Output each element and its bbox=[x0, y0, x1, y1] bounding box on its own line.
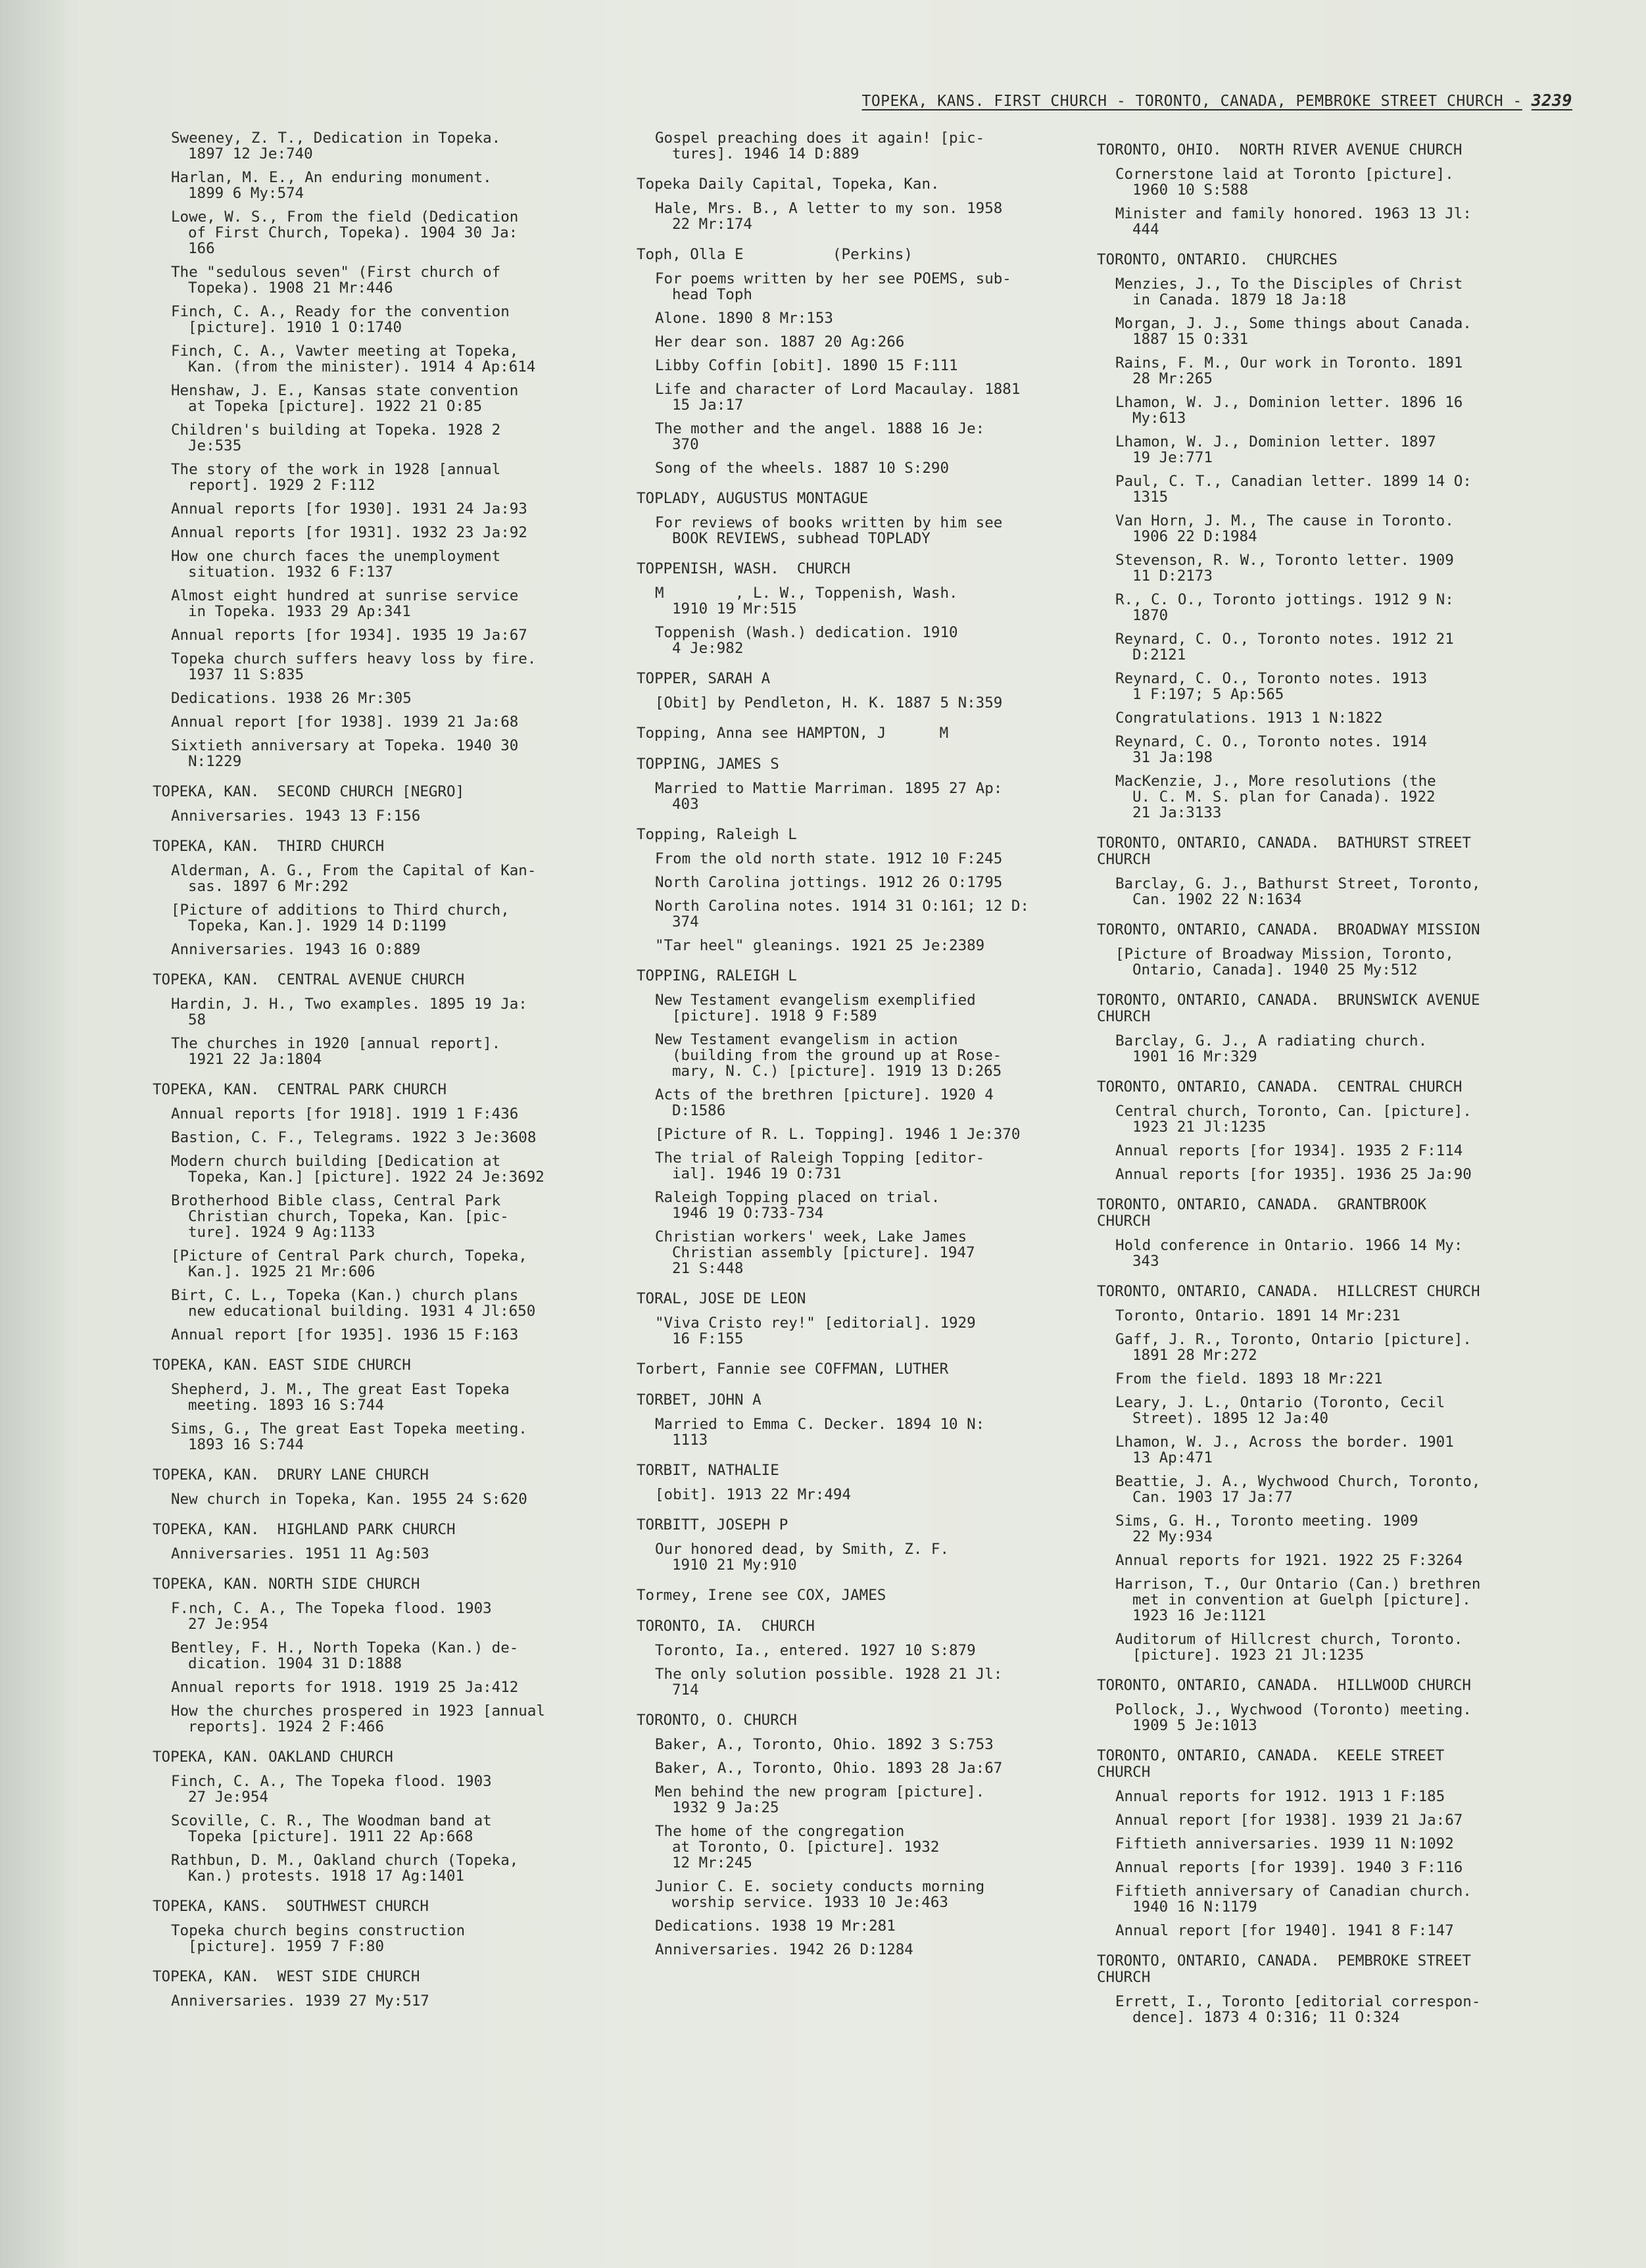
entry-group bbox=[153, 1106, 613, 1343]
citation-entry: Raleigh Topping placed on trial. 1946 19 O:733-734 bbox=[655, 1189, 940, 1222]
cross-reference: Topping, Anna see HAMPTON, J M bbox=[637, 725, 949, 742]
column-3 bbox=[1097, 130, 1557, 2040]
subject-heading: TOPEKA, KAN. WEST SIDE CHURCH bbox=[153, 1968, 420, 1985]
entry-group bbox=[637, 1416, 1097, 1448]
subject-heading: TORONTO, IA. CHURCH bbox=[637, 1618, 815, 1635]
citation-entry: Sixtieth anniversary at Topeka. 1940 30 N:1229 bbox=[171, 737, 519, 770]
citation-entry: Dedications. 1938 26 Mr:305 bbox=[171, 690, 412, 707]
subject-heading: TORONTO, O. CHURCH bbox=[637, 1712, 797, 1729]
citation-entry: Lhamon, W. J., Dominion letter. 1896 16 My:613 bbox=[1115, 394, 1463, 427]
citation-entry: Sims, G., The great East Topeka meeting. 1893 16 S:744 bbox=[171, 1420, 527, 1453]
citation-entry: Dedications. 1938 19 Mr:281 bbox=[655, 1918, 896, 1935]
entry-group bbox=[1097, 166, 1557, 237]
subject-heading: TOPLADY, AUGUSTUS MONTAGUE bbox=[637, 490, 869, 507]
citation-entry: From the old north state. 1912 10 F:245 bbox=[655, 850, 1003, 867]
subject-heading: TORONTO, ONTARIO, CANADA. KEELE STREET CHURCH bbox=[1097, 1747, 1445, 1781]
entry-group bbox=[153, 1923, 613, 1954]
citation-entry: Topeka church begins construction [picture]. 1959 7 F:80 bbox=[171, 1922, 466, 1955]
citation-entry: Acts of the brethren [picture]. 1920 4 D:1586 bbox=[655, 1086, 994, 1119]
citation-entry: Leary, J. L., Ontario (Toronto, Cecil Street). 1895 12 Ja:40 bbox=[1115, 1394, 1445, 1427]
citation-entry: Alderman, A. G., From the Capital of Kan- sas. 1897 6 Mr:292 bbox=[171, 862, 537, 895]
citation-entry: Annual reports [for 1935]. 1936 25 Ja:90 bbox=[1115, 1166, 1472, 1183]
subject-heading: TORBIT, NATHALIE bbox=[637, 1462, 779, 1479]
citation-entry: Harlan, M. E., An enduring monument. 1899 6 My:574 bbox=[171, 169, 492, 202]
citation-entry: [Picture of Broadway Mission, Toronto, Ontario, Canada]. 1940 25 My:512 bbox=[1115, 946, 1454, 978]
page-number: 3239 bbox=[1531, 91, 1572, 110]
subject-heading: TORONTO, ONTARIO, CANADA. BRUNSWICK AVENUE CHURCH bbox=[1097, 992, 1480, 1025]
subject-heading: TOPPING, JAMES S bbox=[637, 756, 779, 773]
citation-entry: Bastion, C. F., Telegrams. 1922 3 Je:3608 bbox=[171, 1129, 537, 1146]
citation-entry: Reynard, C. O., Toronto notes. 1914 31 Ja:198 bbox=[1115, 733, 1428, 766]
citation-entry: Rathbun, D. M., Oakland church (Topeka, Kan.) protests. 1918 17 Ag:1401 bbox=[171, 1852, 519, 1885]
citation-entry: Baker, A., Toronto, Ohio. 1893 28 Ja:67 bbox=[655, 1760, 1003, 1777]
entry-group bbox=[637, 1643, 1097, 1698]
citation-entry: Bentley, F. H., North Topeka (Kan.) de- dication. 1904 31 D:1888 bbox=[171, 1639, 519, 1672]
entry-group bbox=[153, 996, 613, 1067]
entry-group bbox=[153, 1382, 613, 1453]
subject-heading: TORBET, JOHN A bbox=[637, 1391, 762, 1409]
citation-entry: How one church faces the unemployment situation. 1932 6 F:137 bbox=[171, 548, 501, 581]
entry-group bbox=[153, 1773, 613, 1884]
citation-entry: Married to Emma C. Decker. 1894 10 N: 1113 bbox=[655, 1416, 985, 1449]
entry-group bbox=[1097, 276, 1557, 821]
citation-entry: Toronto, Ia., entered. 1927 10 S:879 bbox=[655, 1642, 976, 1659]
subject-heading: TOPPENISH, WASH. CHURCH bbox=[637, 560, 851, 577]
subject-heading: TOPEKA, KAN. OAKLAND CHURCH bbox=[153, 1749, 393, 1766]
citation-entry: Toppenish (Wash.) dedication. 1910 4 Je:982 bbox=[655, 624, 958, 657]
citation-entry: Fiftieth anniversaries. 1939 11 N:1092 bbox=[1115, 1835, 1454, 1852]
citation-entry: Shepherd, J. M., The great East Topeka meeting. 1893 16 S:744 bbox=[171, 1381, 510, 1414]
citation-entry: "Viva Cristo rey!" [editorial]. 1929 16 F:155 bbox=[655, 1315, 976, 1347]
citation-entry: North Carolina notes. 1914 31 O:161; 12 D: 374 bbox=[655, 898, 1029, 930]
subject-heading: Topping, Raleigh L bbox=[637, 826, 797, 843]
subject-heading: TORONTO, ONTARIO, CANADA. PEMBROKE STREET CHURCH bbox=[1097, 1952, 1471, 1986]
citation-entry: Hold conference in Ontario. 1966 14 My: 343 bbox=[1115, 1237, 1463, 1270]
subject-heading: TORONTO, ONTARIO, CANADA. HILLCREST CHURCH bbox=[1097, 1283, 1480, 1300]
citation-entry: [obit]. 1913 22 Mr:494 bbox=[655, 1486, 852, 1503]
citation-entry: Sweeney, Z. T., Dedication in Topeka. 1897 12 Je:740 bbox=[171, 130, 501, 162]
citation-entry: The only solution possible. 1928 21 Jl: 714 bbox=[655, 1666, 1003, 1699]
entry-group bbox=[637, 585, 1097, 656]
citation-entry: Reynard, C. O., Toronto notes. 1912 21 D:2121 bbox=[1115, 631, 1454, 664]
citation-entry: Lowe, W. S., From the field (Dedication of First Church, Topeka). 1904 30 Ja: 166 bbox=[171, 208, 519, 257]
citation-entry: Fiftieth anniversary of Canadian church. 1940 16 N:1179 bbox=[1115, 1883, 1472, 1916]
citation-entry: How the churches prospered in 1923 [annual reports]. 1924 2 F:466 bbox=[171, 1702, 545, 1735]
subject-heading: TORONTO, ONTARIO, CANADA. BATHURST STREET CHURCH bbox=[1097, 834, 1471, 868]
subject-heading: TOPEKA, KAN. EAST SIDE CHURCH bbox=[153, 1357, 411, 1374]
citation-entry: New church in Topeka, Kan. 1955 24 S:620 bbox=[171, 1491, 527, 1508]
citation-entry: Song of the wheels. 1887 10 S:290 bbox=[655, 460, 950, 477]
subject-heading: TORONTO, ONTARIO, CANADA. HILLWOOD CHURCH bbox=[1097, 1677, 1471, 1694]
subject-heading: TOPPING, RALEIGH L bbox=[637, 967, 797, 984]
citation-entry: Anniversaries. 1943 16 O:889 bbox=[171, 941, 421, 958]
citation-entry: For poems written by her see POEMS, sub- head Toph bbox=[655, 270, 1011, 303]
entry-group bbox=[1097, 876, 1557, 907]
citation-entry: Annual reports for 1918. 1919 25 Ja:412 bbox=[171, 1679, 519, 1696]
citation-entry: Van Horn, J. M., The cause in Toronto. 1906 22 D:1984 bbox=[1115, 512, 1454, 545]
subject-heading: TOPEKA, KAN. DRURY LANE CHURCH bbox=[153, 1466, 429, 1484]
citation-entry: North Carolina jottings. 1912 26 O:1795 bbox=[655, 874, 1003, 891]
subject-heading: TOPEKA, KAN. THIRD CHURCH bbox=[153, 838, 385, 855]
entry-group bbox=[1097, 1238, 1557, 1269]
citation-entry: [Picture of R. L. Topping]. 1946 1 Je:370 bbox=[655, 1126, 1021, 1143]
entry-group bbox=[637, 201, 1097, 232]
citation-entry: Errett, I., Toronto [editorial correspon- dence]. 1873 4 O:316; 11 O:324 bbox=[1115, 1993, 1481, 2026]
entry-group bbox=[637, 1315, 1097, 1347]
citation-entry: Hardin, J. H., Two examples. 1895 19 Ja: 58 bbox=[171, 996, 527, 1028]
subject-heading: Toph, Olla E (Perkins) bbox=[637, 246, 913, 263]
citation-entry: Cornerstone laid at Toronto [picture]. 1960 10 S:588 bbox=[1115, 166, 1454, 199]
running-title: TOPEKA, KANS. FIRST CHURCH - TORONTO, CANADA, PEMBROKE STREET CHURCH - bbox=[861, 93, 1522, 110]
citation-entry: New Testament evangelism in action (building from the ground up at Rose- mary, N. C.) [picture]. 1919 13 D:265 bbox=[655, 1031, 1002, 1080]
subject-heading: TORONTO, ONTARIO, CANADA. GRANTBROOK CHURCH bbox=[1097, 1196, 1427, 1230]
column-2 bbox=[637, 130, 1097, 1972]
subject-heading: TOPEKA, KANS. SOUTHWEST CHURCH bbox=[153, 1898, 429, 1915]
entry-group bbox=[637, 1487, 1097, 1503]
citation-entry: Finch, C. A., Ready for the convention [picture]. 1910 1 O:1740 bbox=[171, 303, 510, 336]
citation-entry: Reynard, C. O., Toronto notes. 1913 1 F:197; 5 Ap:565 bbox=[1115, 670, 1428, 703]
subject-heading: TORONTO, OHIO. NORTH RIVER AVENUE CHURCH bbox=[1097, 141, 1463, 158]
citation-entry: Barclay, G. J., A radiating church. 1901 16 Mr:329 bbox=[1115, 1032, 1428, 1065]
subject-heading: TORONTO, ONTARIO, CANADA. BROADWAY MISSION bbox=[1097, 921, 1480, 938]
citation-entry: "Tar heel" gleanings. 1921 25 Je:2389 bbox=[655, 937, 985, 954]
citation-entry: The trial of Raleigh Topping [editor- ial]. 1946 19 O:731 bbox=[655, 1149, 985, 1182]
citation-entry: Toronto, Ontario. 1891 14 Mr:231 bbox=[1115, 1307, 1401, 1324]
subject-heading: Topeka Daily Capital, Topeka, Kan. bbox=[637, 176, 940, 193]
subject-heading: TOPEKA, KAN. HIGHLAND PARK CHURCH bbox=[153, 1521, 456, 1538]
citation-entry: Anniversaries. 1943 13 F:156 bbox=[171, 808, 421, 825]
citation-entry: Annual report [for 1938]. 1939 21 Ja:67 bbox=[1115, 1812, 1463, 1829]
citation-entry: Finch, C. A., Vawter meeting at Topeka, Kan. (from the minister). 1914 4 Ap:614 bbox=[171, 343, 536, 375]
citation-entry: Almost eight hundred at sunrise service in Topeka. 1933 29 Ap:341 bbox=[171, 587, 519, 620]
subject-heading: TORBITT, JOSEPH P bbox=[637, 1516, 788, 1533]
entry-group bbox=[1097, 946, 1557, 978]
citation-entry: Married to Mattie Marriman. 1895 27 Ap: 403 bbox=[655, 780, 1003, 813]
citation-entry: The "sedulous seven" (First church of Topeka). 1908 21 Mr:446 bbox=[171, 264, 501, 297]
entry-group bbox=[637, 1541, 1097, 1573]
citation-entry: R., C. O., Toronto jottings. 1912 9 N: 1870 bbox=[1115, 591, 1454, 624]
subject-heading: TORAL, JOSE DE LEON bbox=[637, 1290, 806, 1307]
subject-heading: TOPEKA, KAN. CENTRAL AVENUE CHURCH bbox=[153, 971, 465, 988]
entry-group bbox=[1097, 1033, 1557, 1065]
subject-heading: TOPEKA, KAN. NORTH SIDE CHURCH bbox=[153, 1576, 420, 1593]
subject-heading: TORONTO, ONTARIO, CANADA. CENTRAL CHURCH bbox=[1097, 1078, 1463, 1096]
citation-entry: Life and character of Lord Macaulay. 1881 15 Ja:17 bbox=[655, 381, 1021, 414]
subject-heading: TORONTO, ONTARIO. CHURCHES bbox=[1097, 251, 1338, 268]
citation-entry: Alone. 1890 8 Mr:153 bbox=[655, 310, 833, 327]
entry-group bbox=[153, 863, 613, 957]
entry-group bbox=[637, 781, 1097, 812]
column-1 bbox=[153, 130, 613, 2023]
citation-entry: [Obit] by Pendleton, H. K. 1887 5 N:359 bbox=[655, 694, 1003, 712]
entry-group bbox=[153, 808, 613, 824]
citation-entry: [Picture of Central Park church, Topeka, Kan.]. 1925 21 Mr:606 bbox=[171, 1247, 527, 1280]
citation-entry: Our honored dead, by Smith, Z. F. 1910 21 My:910 bbox=[655, 1541, 950, 1574]
entry-group bbox=[637, 695, 1097, 711]
citation-entry: Finch, C. A., The Topeka flood. 1903 27 Je:954 bbox=[171, 1773, 492, 1806]
citation-entry: From the field. 1893 18 Mr:221 bbox=[1115, 1370, 1383, 1387]
citation-entry: Henshaw, J. E., Kansas state convention at Topeka [picture]. 1922 21 O:85 bbox=[171, 382, 519, 415]
entry-group bbox=[1097, 1789, 1557, 1939]
citation-entry: Auditorum of Hillcrest church, Toronto. [picture]. 1923 21 Jl:1235 bbox=[1115, 1631, 1463, 1664]
citation-entry: New Testament evangelism exemplified [picture]. 1918 9 F:589 bbox=[655, 992, 976, 1025]
citation-entry: Annual reports [for 1934]. 1935 2 F:114 bbox=[1115, 1142, 1463, 1159]
citation-entry: Annual reports [for 1939]. 1940 3 F:116 bbox=[1115, 1859, 1463, 1876]
citation-entry: Annual reports [for 1918]. 1919 1 F:436 bbox=[171, 1105, 519, 1122]
citation-entry: Beattie, J. A., Wychwood Church, Toronto, Can. 1903 17 Ja:77 bbox=[1115, 1473, 1481, 1506]
citation-entry: Her dear son. 1887 20 Ag:266 bbox=[655, 333, 905, 350]
citation-entry: Annual reports for 1912. 1913 1 F:185 bbox=[1115, 1788, 1445, 1805]
citation-entry: Men behind the new program [picture]. 1932 9 Ja:25 bbox=[655, 1783, 985, 1816]
citation-entry: Sims, G. H., Toronto meeting. 1909 22 My:934 bbox=[1115, 1512, 1418, 1545]
subject-heading: TOPEKA, KAN. SECOND CHURCH [NEGRO] bbox=[153, 783, 465, 800]
citation-entry: Children's building at Topeka. 1928 2 Je:535 bbox=[171, 422, 501, 454]
citation-entry: Pollock, J., Wychwood (Toronto) meeting. 1909 5 Je:1013 bbox=[1115, 1701, 1472, 1734]
citation-entry: The churches in 1920 [annual report]. 1921 22 Ja:1804 bbox=[171, 1035, 501, 1068]
citation-entry: Birt, C. L., Topeka (Kan.) church plans new educational building. 1931 4 Jl:650 bbox=[171, 1287, 536, 1320]
citation-entry: Annual reports [for 1931]. 1932 23 Ja:92 bbox=[171, 524, 527, 541]
citation-entry: Harrison, T., Our Ontario (Can.) brethren met in convention at Guelph [picture]. 1923 16 Je:1121 bbox=[1115, 1576, 1481, 1624]
entry-group bbox=[1097, 1103, 1557, 1182]
citation-entry: Annual report [for 1938]. 1939 21 Ja:68 bbox=[171, 713, 519, 731]
citation-entry: Junior C. E. society conducts morning worship service. 1933 10 Je:463 bbox=[655, 1878, 985, 1911]
entry-group bbox=[637, 515, 1097, 546]
entry-group bbox=[637, 1737, 1097, 1958]
entry-group bbox=[1097, 1702, 1557, 1733]
citation-entry: Topeka church suffers heavy loss by fire. 1937 11 S:835 bbox=[171, 650, 537, 683]
citation-entry: F.nch, C. A., The Topeka flood. 1903 27 Je:954 bbox=[171, 1600, 492, 1633]
entry-group bbox=[637, 992, 1097, 1276]
citation-entry: Congratulations. 1913 1 N:1822 bbox=[1115, 710, 1383, 727]
entry-group bbox=[153, 1601, 613, 1735]
citation-entry: Annual reports [for 1930]. 1931 24 Ja:93 bbox=[171, 500, 527, 518]
citation-entry: Christian workers' week, Lake James Christian assembly [picture]. 1947 21 S:448 bbox=[655, 1228, 975, 1277]
citation-entry: For reviews of books written by him see BOOK REVIEWS, subhead TOPLADY bbox=[655, 514, 1003, 547]
citation-entry: Morgan, J. J., Some things about Canada. 1887 15 O:331 bbox=[1115, 315, 1472, 348]
citation-entry: Brotherhood Bible class, Central Park Christian church, Topeka, Kan. [pic- ture]. 1924 9 Ag:1133 bbox=[171, 1192, 509, 1241]
citation-entry: Anniversaries. 1939 27 My:517 bbox=[171, 1992, 429, 2010]
entry-group bbox=[153, 1546, 613, 1562]
cross-reference: Torbert, Fannie see COFFMAN, LUTHER bbox=[637, 1361, 949, 1378]
citation-entry: Annual reports [for 1934]. 1935 19 Ja:67 bbox=[171, 627, 527, 644]
citation-entry: Barclay, G. J., Bathurst Street, Toronto, Can. 1902 22 N:1634 bbox=[1115, 875, 1481, 908]
running-header bbox=[861, 91, 1572, 110]
citation-entry: Libby Coffin [obit]. 1890 15 F:111 bbox=[655, 357, 958, 374]
entry-group bbox=[153, 1491, 613, 1507]
entry-group bbox=[637, 130, 1097, 162]
entry-group bbox=[1097, 1308, 1557, 1663]
citation-entry: Stevenson, R. W., Toronto letter. 1909 11 D:2173 bbox=[1115, 552, 1454, 585]
citation-entry: Annual reports for 1921. 1922 25 F:3264 bbox=[1115, 1552, 1463, 1569]
citation-entry: Menzies, J., To the Disciples of Christ in Canada. 1879 18 Ja:18 bbox=[1115, 276, 1463, 308]
citation-entry: Minister and family honored. 1963 13 Jl: 444 bbox=[1115, 205, 1472, 238]
citation-entry: Gospel preaching does it again! [pic- tures]. 1946 14 D:889 bbox=[655, 130, 985, 162]
citation-entry: The story of the work in 1928 [annual report]. 1929 2 F:112 bbox=[171, 461, 501, 494]
citation-entry: Scoville, C. R., The Woodman band at Topeka [picture]. 1911 22 Ap:668 bbox=[171, 1812, 492, 1845]
citation-entry: Gaff, J. R., Toronto, Ontario [picture]. 1891 28 Mr:272 bbox=[1115, 1331, 1472, 1364]
citation-entry: Hale, Mrs. B., A letter to my son. 1958 22 Mr:174 bbox=[655, 200, 1003, 233]
citation-entry: Baker, A., Toronto, Ohio. 1892 3 S:753 bbox=[655, 1736, 994, 1753]
citation-entry: The home of the congregation at Toronto, O. [picture]. 1932 12 Mr:245 bbox=[655, 1823, 940, 1871]
entry-group bbox=[637, 271, 1097, 476]
entry-group bbox=[1097, 1994, 1557, 2025]
citation-entry: Modern church building [Dedication at Topeka, Kan.] [picture]. 1922 24 Je:3692 bbox=[171, 1153, 545, 1186]
citation-entry: Rains, F. M., Our work in Toronto. 1891 28 Mr:265 bbox=[1115, 354, 1463, 387]
citation-entry: [Picture of additions to Third church, Topeka, Kan.]. 1929 14 D:1199 bbox=[171, 902, 510, 934]
subject-heading: TOPPER, SARAH A bbox=[637, 670, 771, 687]
entry-group bbox=[637, 851, 1097, 953]
cross-reference: Tormey, Irene see COX, JAMES bbox=[637, 1587, 886, 1604]
subject-heading: TOPEKA, KAN. CENTRAL PARK CHURCH bbox=[153, 1081, 447, 1098]
citation-entry: MacKenzie, J., More resolutions (the U. C. M. S. plan for Canada). 1922 21 Ja:3133 bbox=[1115, 773, 1436, 821]
citation-entry: Central church, Toronto, Can. [picture]. 1923 21 Jl:1235 bbox=[1115, 1103, 1472, 1136]
citation-entry: Annual report [for 1940]. 1941 8 F:147 bbox=[1115, 1922, 1454, 1939]
citation-entry: Anniversaries. 1951 11 Ag:503 bbox=[171, 1545, 429, 1562]
citation-entry: The mother and the angel. 1888 16 Je: 370 bbox=[655, 420, 985, 453]
entry-group bbox=[153, 130, 613, 769]
citation-entry: Lhamon, W. J., Across the border. 1901 13 Ap:471 bbox=[1115, 1434, 1454, 1466]
citation-entry: Lhamon, W. J., Dominion letter. 1897 19 Je:771 bbox=[1115, 433, 1436, 466]
citation-entry: M , L. W., Toppenish, Wash. 1910 19 Mr:515 bbox=[655, 585, 958, 617]
citation-entry: Annual report [for 1935]. 1936 15 F:163 bbox=[171, 1326, 519, 1343]
entry-group bbox=[153, 1993, 613, 2009]
citation-entry: Anniversaries. 1942 26 D:1284 bbox=[655, 1941, 913, 1958]
citation-entry: Paul, C. T., Canadian letter. 1899 14 O: 1315 bbox=[1115, 473, 1472, 506]
